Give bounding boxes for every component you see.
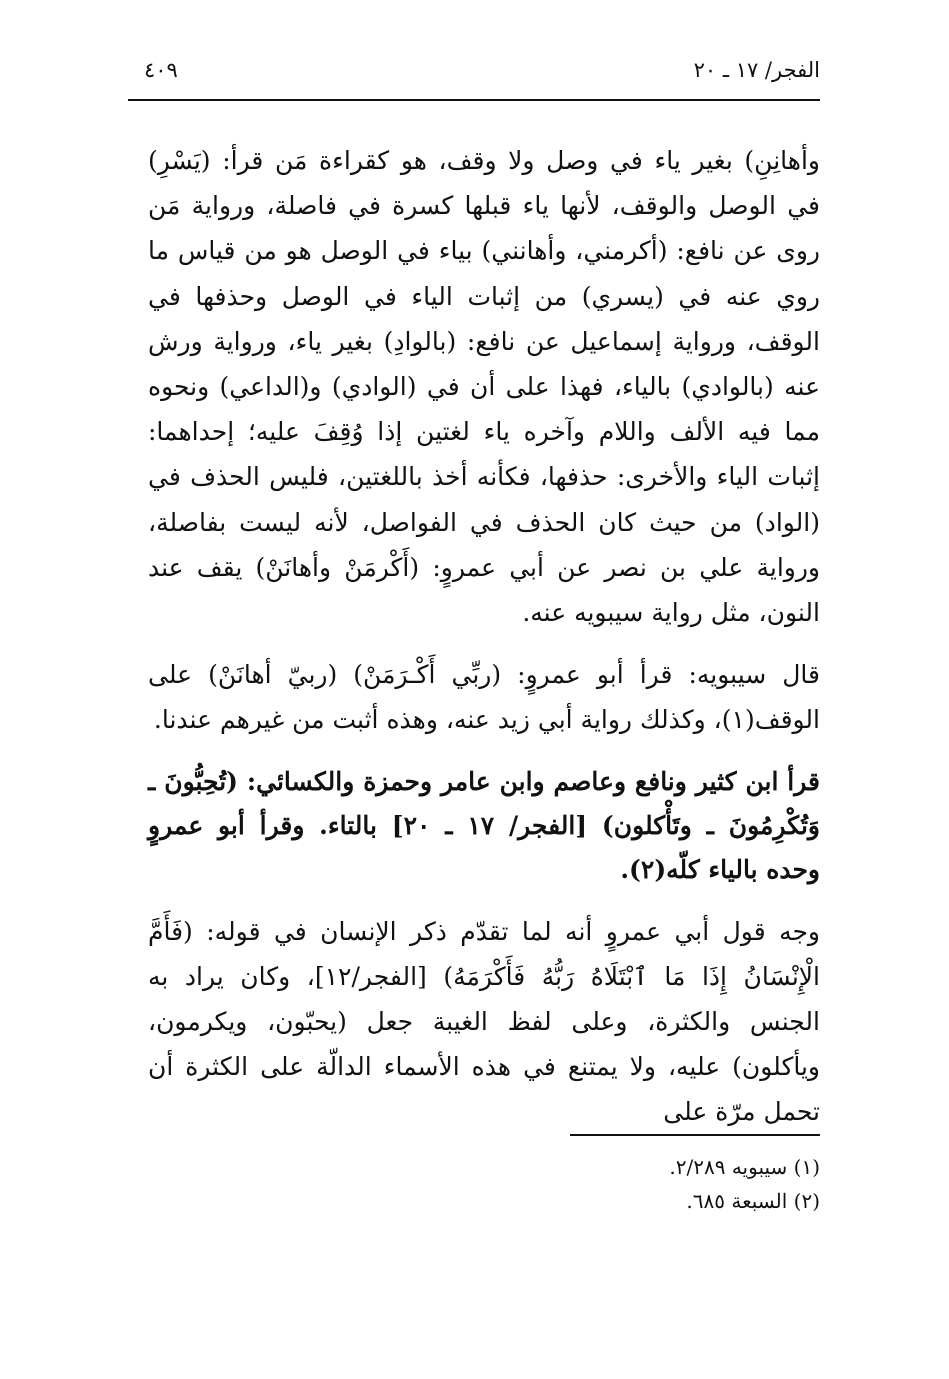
- page-number: ٤٠٩: [144, 58, 178, 82]
- paragraph-2: قال سيبويه: قرأ أبو عمروٍ: (ربِّي أَكْـرَمَنْ) (ربيّ أهانَنْ) على الوقف(١)، وكذلك رواية أبي زيد عنه، وهذه أثبت من غيرهم عندنا.: [148, 660, 820, 735]
- paragraph-1: وأهانِنِ) بغير ياء في وصل ولا وقف، هو كقراءة مَن قرأ: (يَسْرِ) في الوصل والوقف، لأنها ياء قبلها كسرة في فاصلة، ورواية مَن روى عن نافع: (أكرمني، وأهانني) بياء في الوصل هو من قياس ما روي عنه في (يسري) من إثبات الياء في الوصل وحذفها في الوقف، ورواية إسماعيل عن نافع: (بالوادِ) بغير ياء، ورواية ورش عنه (بالوادي) بالياء، فهذا على أن في (الوادي) و(الداعي) ونحوه مما فيه الألف واللام وآخره ياء لغتين إذا وُقِفَ عليه؛ إحداهما: إثبات الياء والأخرى: حذفها، فكأنه أخذ باللغتين، فليس الحذف في (الواد) من حيث كان الحذف في الفواصل، لأنه ليست بفاصلة، ورواية علي بن نصر عن أبي عمروٍ: (أَكْرمَنْ وأهانَنْ) يقف عند النون، مثل رواية سيبويه عنه.: [148, 146, 820, 628]
- body-text: [148, 138, 820, 1135]
- footnote-1: (١) سيبويه ٢/٢٨٩.: [669, 1155, 820, 1179]
- header-rule: [128, 99, 820, 101]
- paragraph-4: وجه قول أبي عمروٍ أنه لما تقدّم ذكر الإنسان في قوله: (فَأَمَّ الْإِنْسَانُ إِذَا مَا ٱبْتَلَاهُ رَبُّهُ فَأَكْرَمَهُ) [الفجر/١٢]، وكان يراد به الجنس والكثرة، وعلى لفظ الغيبة جعل (يحبّون، ويكرمون، ويأكلون) عليه، ولا يمتنع في هذه الأسماء الدالّة على الكثرة أن تحمل مرّة على: [148, 916, 820, 1127]
- footnote-rule: [570, 1134, 820, 1136]
- footnotes: [148, 1150, 820, 1218]
- page-header: [128, 58, 820, 94]
- running-head: الفجر/ ١٧ ـ ٢٠: [693, 58, 820, 82]
- paragraph-3-reading-statement: قرأ ابن كثير ونافع وعاصم وابن عامر وحمزة والكسائي: (تُحِبُّونَ ـ وَتُكْرِمُونَ ـ وتَأْكلون) [الفجر/ ١٧ ـ ٢٠] بالتاء. وقرأ أبو عمروٍ وحده بالياء كلّه(٢).: [148, 766, 821, 884]
- footnote-2: (٢) السبعة ٦٨٥.: [686, 1189, 820, 1213]
